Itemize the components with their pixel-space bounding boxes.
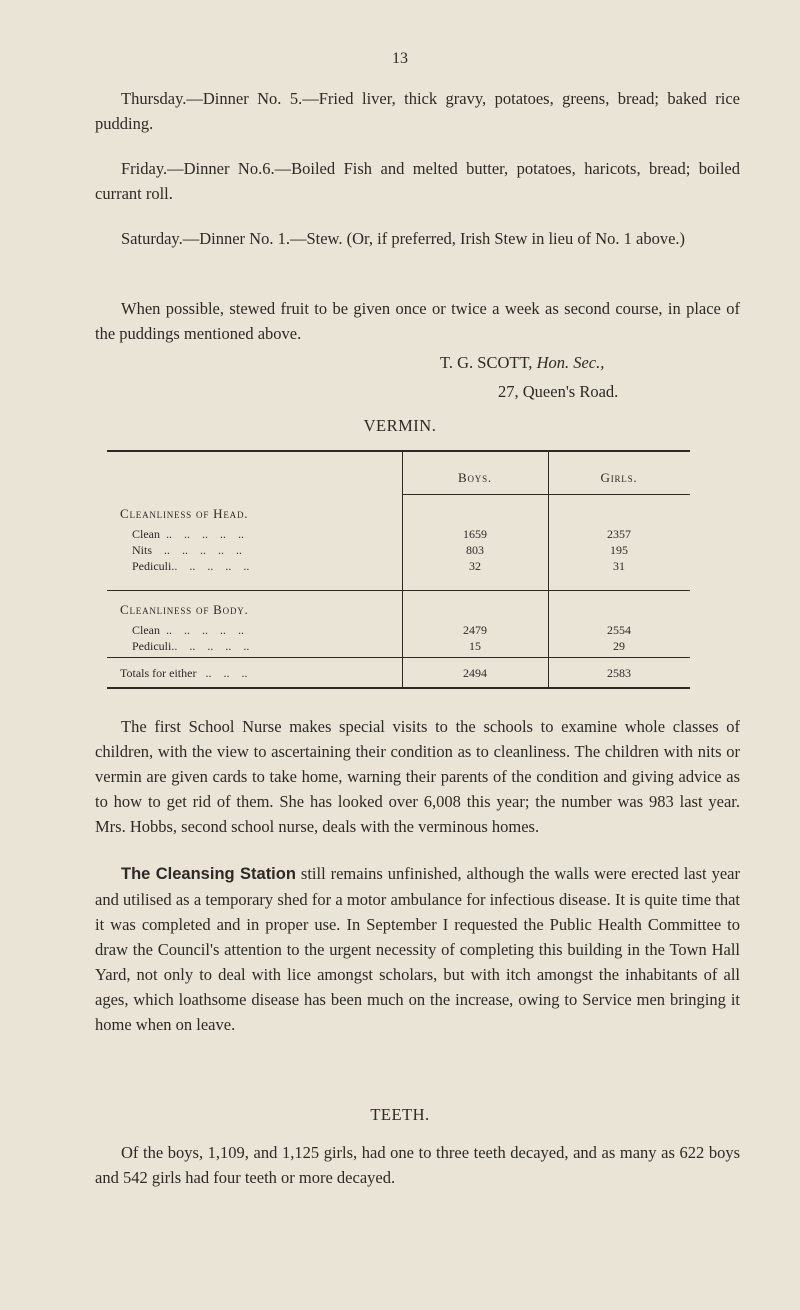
col-header-girls: Girls. [600,470,638,485]
paragraph-teeth [95,1140,740,1190]
col-header-boys: Boys. [458,470,492,485]
table-bottom-rule [107,687,690,689]
row-head-clean-girls: 2357 [607,527,631,541]
paragraph-teeth-text: Of the boys, 1,109, and 1,125 girls, had one to three teeth decayed, and as many as 622 boys and 542 girls had four teeth or more decayed. [95,1143,740,1187]
cleansing-station-lead: The Cleansing Station [121,865,296,883]
signature-name: T. G. SCOTT, [440,353,533,372]
paragraph-thursday [95,86,740,136]
row-totals-boys: 2494 [463,666,487,680]
row-head-pediculi-label: Pediculi.. .. .. .. .. [132,559,250,573]
vermin-heading: VERMIN. [363,416,437,435]
row-head-clean-label: Clean .. .. .. .. .. [132,527,244,541]
signature-address: 27, Queen's Road. [498,382,619,401]
signature-title: Hon. Sec., [536,353,605,372]
paragraph-saturday-text: Saturday.—Dinner No. 1.—Stew. (Or, if preferred, Irish Stew in lieu of No. 1 above.) [121,229,686,248]
table-top-rule [107,450,690,452]
row-body-pediculi-label: Pediculi.. .. .. .. .. [132,639,250,653]
row-body-clean-boys: 2479 [463,623,487,637]
teeth-heading: TEETH. [370,1105,430,1124]
paragraph-thursday-text: Thursday.—Dinner No. 5.—Fried liver, thick gravy, potatoes, greens, bread; baked rice pudding. [95,89,740,133]
paragraph-friday [95,156,740,206]
row-head-pediculi-girls: 31 [613,559,625,573]
paragraph-friday-text: Friday.—Dinner No.6.—Boiled Fish and melted butter, potatoes, haricots, bread; boiled currant roll. [95,159,740,203]
row-head-pediculi-boys: 32 [469,559,481,573]
paragraph-school-nurse [95,714,740,839]
paragraph-cleansing-station [95,861,740,1037]
row-body-clean-girls: 2554 [607,623,631,637]
row-head-nits-girls: 195 [610,543,628,557]
cleansing-station-text: still remains unfinished, although the walls were erected last year and utilised as a temporary shed for a motor ambulance for infectious disease. It is quite time that it was completed and in proper use. In September I requested the Public Health Committee to draw the Council's attention to the urgent necessity of completing this building in the Town Hall Yard, not only to deal with lice amongst scholars, but with itch amongst the inhabitants of all ages, which loathsome disease has been much on the increase, owing to Service men bringing it home when on leave. [95,864,740,1034]
table-section-rule [107,590,690,591]
row-head-clean-boys: 1659 [463,527,487,541]
row-head-nits-boys: 803 [466,543,484,557]
row-body-pediculi-boys: 15 [469,639,481,653]
row-body-pediculi-girls: 29 [613,639,625,653]
table-totals-rule [107,657,690,658]
signature-name-line [440,353,604,373]
paragraph-stewed-fruit-text: When possible, stewed fruit to be given once or twice a week as second course, in place of the puddings mentioned above. [95,299,740,343]
vermin-table [107,450,690,690]
paragraph-stewed-fruit [95,296,740,346]
row-totals-girls: 2583 [607,666,631,680]
paragraph-saturday [95,226,740,251]
row-head-nits-label: Nits .. .. .. .. .. [132,543,243,557]
row-totals-label: Totals for either .. .. .. [120,666,248,680]
table-header-rule [402,494,690,495]
section-head-label: Cleanliness of Head. [120,506,249,521]
section-body-label: Cleanliness of Body. [120,602,249,617]
paragraph-school-nurse-text: The first School Nurse makes special visits to the schools to examine whole classes of children, with the view to ascertaining their condition as to cleanliness. The children with nits or vermin are given cards to take home, warning their parents of the condition and giving advice as to how to get rid of them. She has looked over 6,008 this year; the number was 983 last year. Mrs. Hobbs, second school nurse, deals with the verminous homes. [95,717,740,836]
row-body-clean-label: Clean .. .. .. .. .. [132,623,244,637]
page-number: 13 [392,50,408,67]
